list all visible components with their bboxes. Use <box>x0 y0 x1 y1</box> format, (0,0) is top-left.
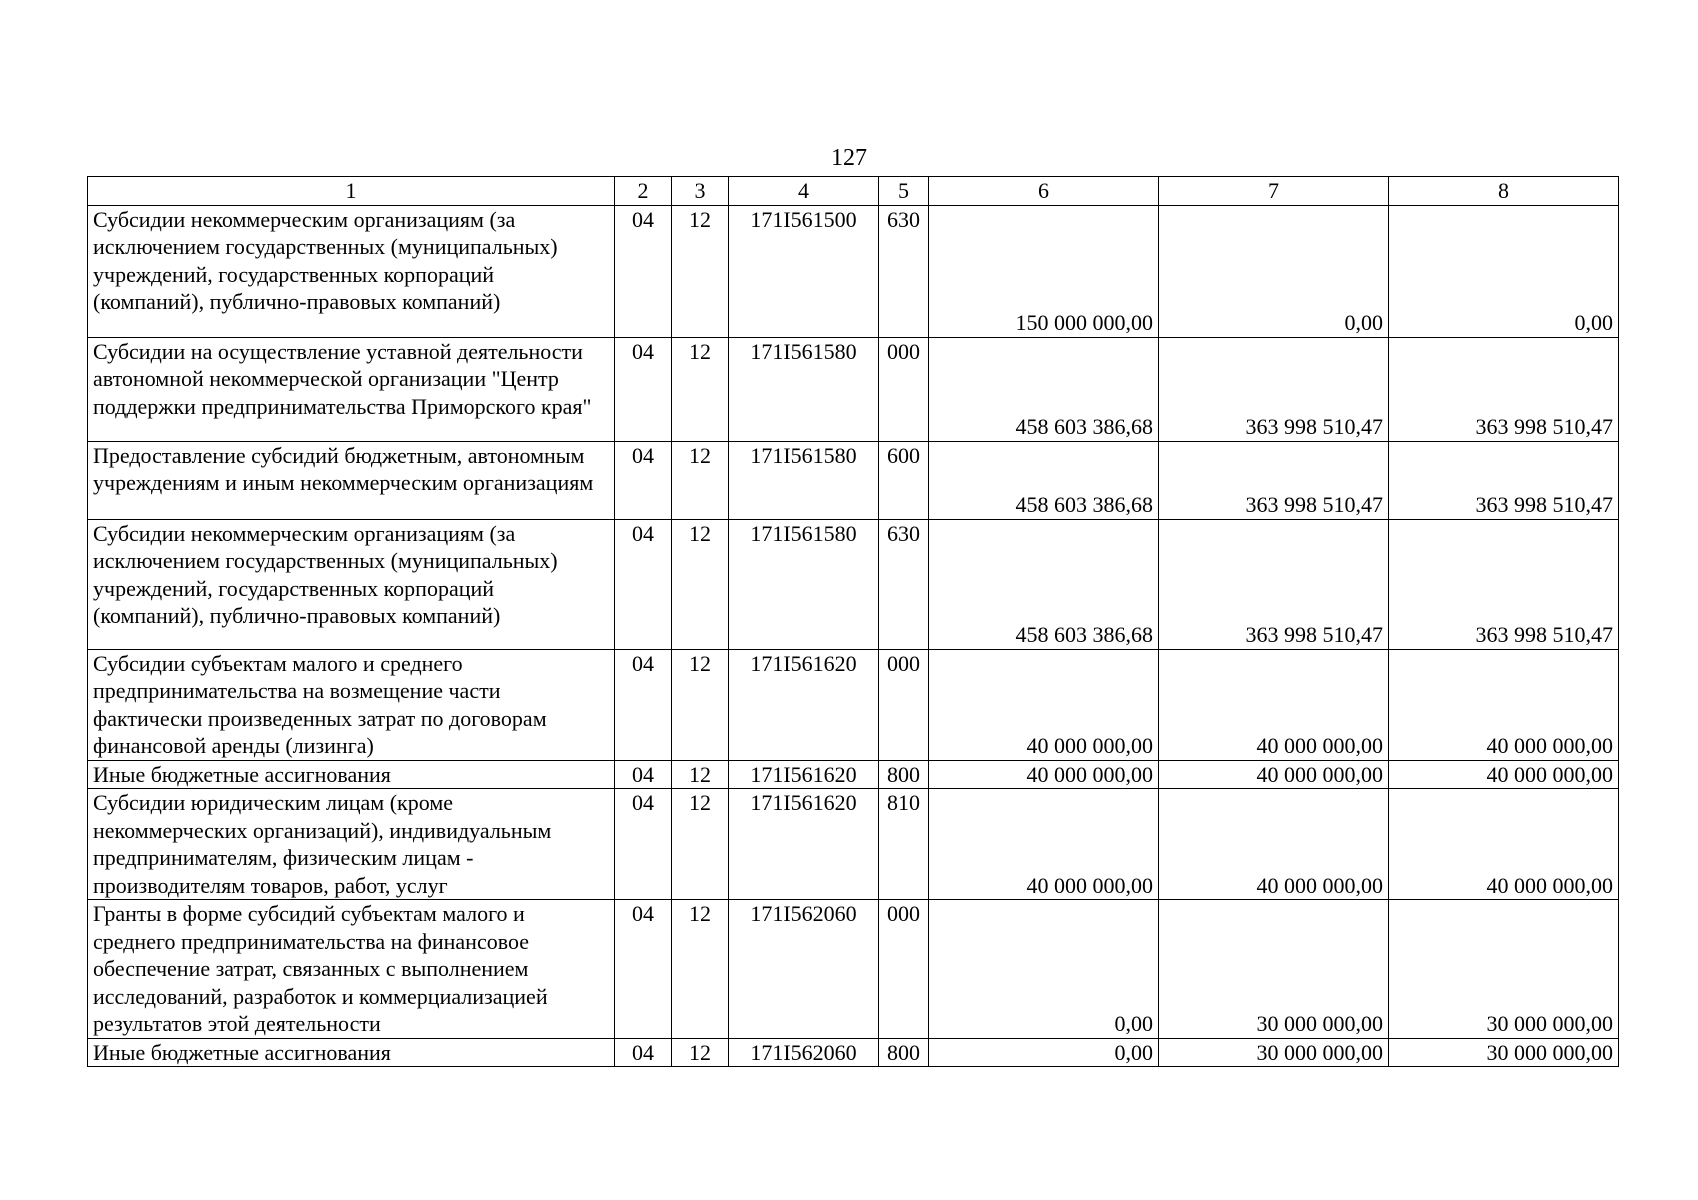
amount-year3-cell: 30 000 000,00 <box>1389 1038 1619 1067</box>
table-row <box>88 649 1619 760</box>
table-header-row <box>88 177 1619 206</box>
amount-year1-cell: 458 603 386,68 <box>929 441 1159 519</box>
section-code-cell: 04 <box>615 441 672 519</box>
amount-year2-cell: 40 000 000,00 <box>1159 789 1389 900</box>
table-row <box>88 441 1619 519</box>
amount-year2-cell: 30 000 000,00 <box>1159 1038 1389 1067</box>
subsection-code-cell: 12 <box>672 760 729 789</box>
expense-type-cell: 810 <box>879 789 929 900</box>
target-article-cell: 171I561620 <box>729 649 879 760</box>
section-code-cell: 04 <box>615 337 672 441</box>
amount-year2-cell: 363 998 510,47 <box>1159 441 1389 519</box>
table-row <box>88 760 1619 789</box>
row-name-cell: Субсидии на осуществление уставной деятельности автономной некоммерческой организации "Центр поддержки предпринимательства Приморского края" <box>88 337 615 441</box>
subsection-code-cell: 12 <box>672 900 729 1039</box>
expense-type-cell: 800 <box>879 1038 929 1067</box>
subsection-code-cell: 12 <box>672 337 729 441</box>
target-article-cell: 171I561620 <box>729 789 879 900</box>
amount-year1-cell: 458 603 386,68 <box>929 519 1159 649</box>
target-article-cell: 171I561500 <box>729 205 879 337</box>
table-row <box>88 789 1619 900</box>
target-article-cell: 171I562060 <box>729 900 879 1039</box>
section-code-cell: 04 <box>615 1038 672 1067</box>
row-name-cell: Субсидии юридическим лицам (кроме некоммерческих организаций), индивидуальным предпринимателям, физическим лицам - производителям товаров, работ, услуг <box>88 789 615 900</box>
expense-type-cell: 000 <box>879 900 929 1039</box>
amount-year1-cell: 40 000 000,00 <box>929 789 1159 900</box>
expense-type-cell: 000 <box>879 649 929 760</box>
target-article-cell: 171I561580 <box>729 441 879 519</box>
table-row <box>88 519 1619 649</box>
section-code-cell: 04 <box>615 519 672 649</box>
column-header: 8 <box>1389 177 1619 206</box>
column-header: 7 <box>1159 177 1389 206</box>
expense-type-cell: 800 <box>879 760 929 789</box>
subsection-code-cell: 12 <box>672 649 729 760</box>
amount-year1-cell: 150 000 000,00 <box>929 205 1159 337</box>
amount-year3-cell: 363 998 510,47 <box>1389 337 1619 441</box>
amount-year1-cell: 40 000 000,00 <box>929 649 1159 760</box>
table-body <box>88 177 1619 1067</box>
column-header: 3 <box>672 177 729 206</box>
amount-year2-cell: 363 998 510,47 <box>1159 337 1389 441</box>
section-code-cell: 04 <box>615 760 672 789</box>
subsection-code-cell: 12 <box>672 441 729 519</box>
page-number: 127 <box>831 145 867 171</box>
section-code-cell: 04 <box>615 789 672 900</box>
section-code-cell: 04 <box>615 205 672 337</box>
row-name-cell: Гранты в форме субсидий субъектам малого и среднего предпринимательства на финансовое обеспечение затрат, связанных с выполнением исследований, разработок и коммерциализацией результатов этой деятельности <box>88 900 615 1039</box>
row-name-cell: Субсидии субъектам малого и среднего предпринимательства на возмещение части фактически произведенных затрат по договорам финансовой аренды (лизинга) <box>88 649 615 760</box>
row-name-cell: Иные бюджетные ассигнования <box>88 760 615 789</box>
table-row <box>88 205 1619 337</box>
amount-year1-cell: 0,00 <box>929 1038 1159 1067</box>
column-header: 4 <box>729 177 879 206</box>
column-header: 1 <box>88 177 615 206</box>
target-article-cell: 171I562060 <box>729 1038 879 1067</box>
subsection-code-cell: 12 <box>672 1038 729 1067</box>
amount-year3-cell: 0,00 <box>1389 205 1619 337</box>
amount-year2-cell: 0,00 <box>1159 205 1389 337</box>
row-name-cell: Субсидии некоммерческим организациям (за исключением государственных (муниципальных) учреждений, государственных корпораций (компаний), публично-правовых компаний) <box>88 519 615 649</box>
section-code-cell: 04 <box>615 649 672 760</box>
column-header: 2 <box>615 177 672 206</box>
row-name-cell: Иные бюджетные ассигнования <box>88 1038 615 1067</box>
amount-year3-cell: 363 998 510,47 <box>1389 441 1619 519</box>
column-header: 6 <box>929 177 1159 206</box>
row-name-cell: Предоставление субсидий бюджетным, автономным учреждениям и иным некоммерческим организациям <box>88 441 615 519</box>
amount-year2-cell: 363 998 510,47 <box>1159 519 1389 649</box>
amount-year3-cell: 40 000 000,00 <box>1389 760 1619 789</box>
amount-year2-cell: 30 000 000,00 <box>1159 900 1389 1039</box>
section-code-cell: 04 <box>615 900 672 1039</box>
subsection-code-cell: 12 <box>672 789 729 900</box>
amount-year3-cell: 40 000 000,00 <box>1389 649 1619 760</box>
amount-year3-cell: 30 000 000,00 <box>1389 900 1619 1039</box>
table-row <box>88 337 1619 441</box>
amount-year1-cell: 458 603 386,68 <box>929 337 1159 441</box>
amount-year3-cell: 363 998 510,47 <box>1389 519 1619 649</box>
amount-year2-cell: 40 000 000,00 <box>1159 760 1389 789</box>
expense-type-cell: 600 <box>879 441 929 519</box>
subsection-code-cell: 12 <box>672 205 729 337</box>
expense-type-cell: 000 <box>879 337 929 441</box>
target-article-cell: 171I561580 <box>729 519 879 649</box>
table-row <box>88 900 1619 1039</box>
target-article-cell: 171I561620 <box>729 760 879 789</box>
subsection-code-cell: 12 <box>672 519 729 649</box>
expense-type-cell: 630 <box>879 519 929 649</box>
column-header: 5 <box>879 177 929 206</box>
expense-type-cell: 630 <box>879 205 929 337</box>
table-row <box>88 1038 1619 1067</box>
row-name-cell: Субсидии некоммерческим организациям (за исключением государственных (муниципальных) учреждений, государственных корпораций (компаний), публично-правовых компаний) <box>88 205 615 337</box>
budget-table <box>87 176 1619 1067</box>
target-article-cell: 171I561580 <box>729 337 879 441</box>
amount-year1-cell: 40 000 000,00 <box>929 760 1159 789</box>
amount-year1-cell: 0,00 <box>929 900 1159 1039</box>
amount-year3-cell: 40 000 000,00 <box>1389 789 1619 900</box>
amount-year2-cell: 40 000 000,00 <box>1159 649 1389 760</box>
